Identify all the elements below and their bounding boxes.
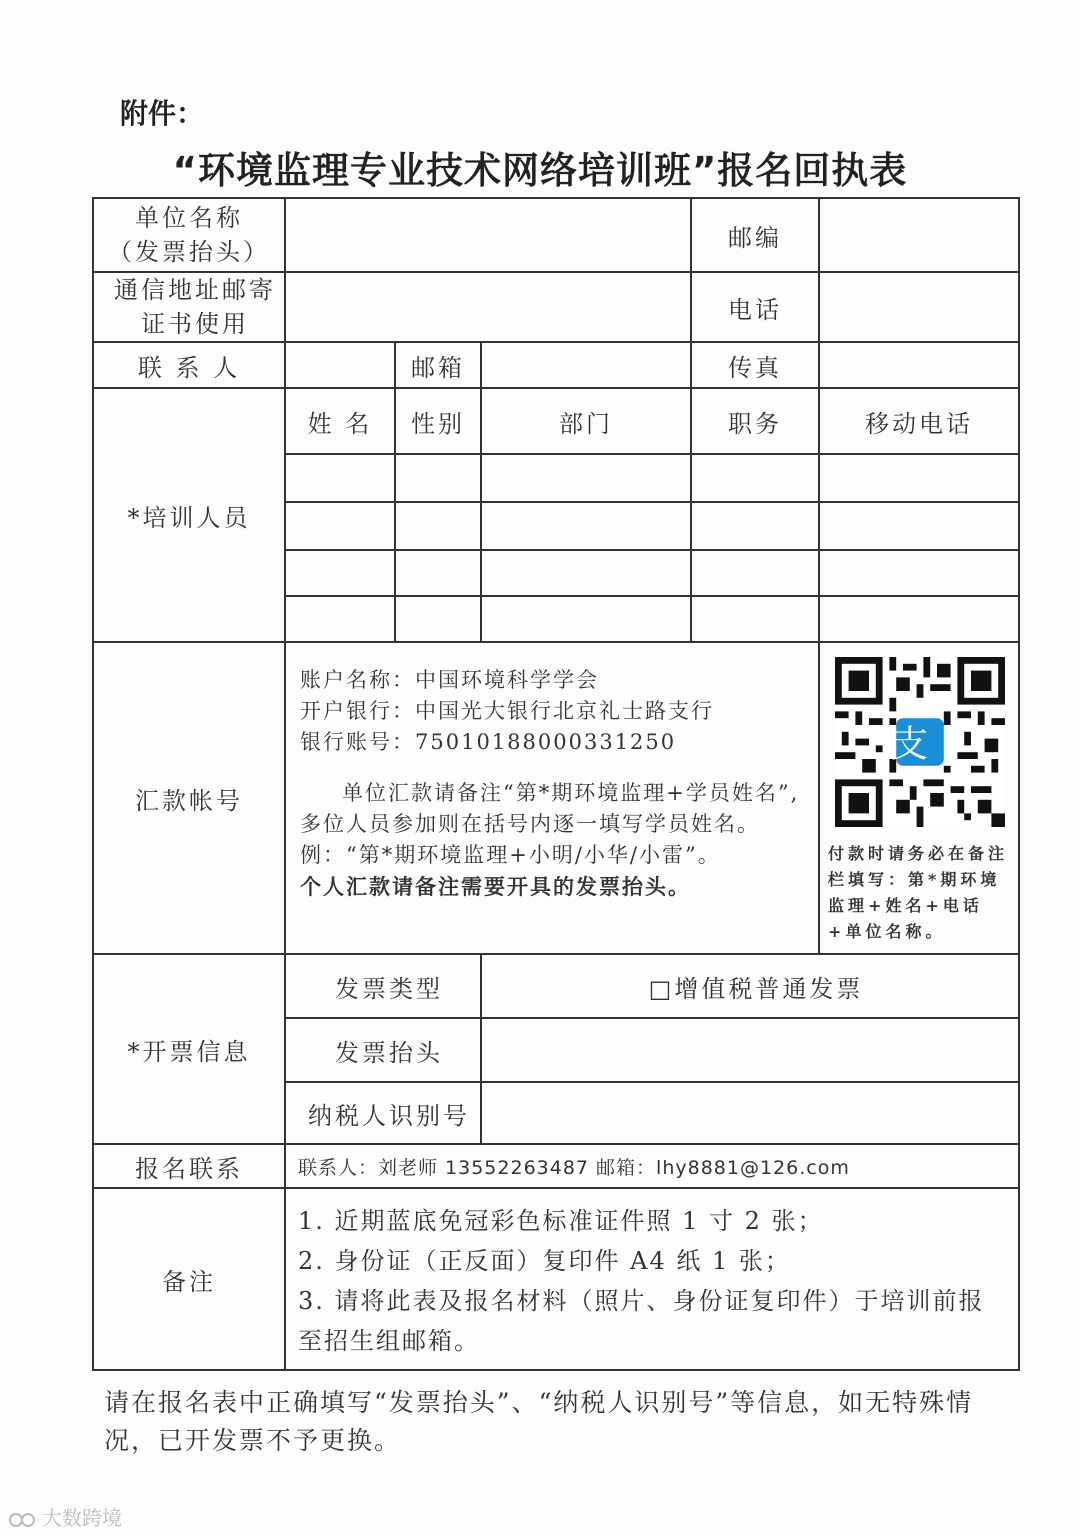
trainee-cell[interactable] [819,454,1019,502]
column-header: 移动电话 [819,388,1019,454]
column-header: 职务 [691,388,819,454]
trainee-cell[interactable] [819,550,1019,596]
remarks-label: 备注 [93,1188,285,1370]
trainee-cell[interactable] [481,596,691,642]
address-label: 通信地址邮寄 证书使用 [93,272,285,342]
remarks-content [285,1188,1019,1370]
registration-contact-label: 报名联系 [93,1144,285,1188]
trainee-cell[interactable] [481,502,691,550]
phone-field[interactable] [819,272,1019,342]
address-field[interactable] [285,272,691,342]
remit-account-label: 汇款帐号 [93,642,285,954]
invoice-info-label: *开票信息 [93,954,285,1144]
registration-form-table [92,197,1020,1371]
qr-cell [819,642,1019,954]
fax-field[interactable] [819,342,1019,388]
footnote: 请在报名表中正确填写“发票抬头”、“纳税人识别号”等信息，如无特殊情况，已开发票不予更换。 [104,1388,974,1455]
postcode-field[interactable] [819,198,1019,272]
trainee-cell[interactable] [395,596,481,642]
trainee-cell[interactable] [691,550,819,596]
trainee-cell[interactable] [481,454,691,502]
qr-note: 付款时请务必在备注栏填写：第*期环境监理+姓名+电话+单位名称。 [828,844,1009,941]
alipay-icon: 支 [891,722,949,766]
trainees-label: *培训人员 [93,388,285,642]
registration-contact-info: 联系人：刘老师 13552263487 邮箱：lhy8881@126.com [285,1144,1019,1188]
trainee-cell[interactable] [395,502,481,550]
page-title: “环境监理专业技术网络培训班”报名回执表 [172,149,908,192]
remark-item: 1. 近期蓝底免冠彩色标准证件照 1 寸 2 张； [298,1207,824,1235]
unit-name-field[interactable] [285,198,691,272]
trainee-cell[interactable] [691,454,819,502]
remark-item: 2. 身份证（正反面）复印件 A4 纸 1 张； [298,1247,791,1275]
attachment-label: 附件： [120,97,205,130]
invoice-title-label: 发票抬头 [285,1018,481,1082]
phone-label: 电话 [691,272,819,342]
alipay-qr-code[interactable] [835,657,1005,827]
trainee-cell[interactable] [819,502,1019,550]
trainee-cell[interactable] [691,502,819,550]
account-number: 银行账号：75010188000331250 [300,730,677,754]
column-header: 部门 [481,388,691,454]
bank-name: 开户银行：中国光大银行北京礼士路支行 [300,699,714,723]
remark-item: 3. 请将此表及报名材料（照片、身份证复印件）于培训前报至招生组邮箱。 [298,1287,985,1355]
watermark-logo-icon [8,1509,38,1531]
email-label: 邮箱 [395,342,481,388]
trainee-cell[interactable] [481,550,691,596]
trainee-cell[interactable] [691,596,819,642]
trainee-cell[interactable] [395,550,481,596]
unit-name-label: 单位名称 （发票抬头） [93,198,285,272]
invoice-type-label: 发票类型 [285,954,481,1018]
trainee-cell[interactable] [819,596,1019,642]
account-name: 账户名称：中国环境科学学会 [300,668,599,692]
contact-person-label: 联 系 人 [93,342,285,388]
fax-label: 传真 [691,342,819,388]
trainee-cell[interactable] [285,502,395,550]
remittance-note: 单位汇款请备注“第*期环境监理+学员姓名”,多位人员参加则在括号内逐一填写学员姓名。例：“第*期环境监理+小明/小华/小雷”。 [300,781,800,867]
contact-person-field[interactable] [285,342,395,388]
column-header: 性别 [395,388,481,454]
trainee-cell[interactable] [285,550,395,596]
remittance-note-bold: 个人汇款请备注需要开具的发票抬头。 [300,874,691,899]
bank-details [285,642,819,954]
invoice-title-field[interactable] [481,1018,1019,1082]
taxpayer-id-label: 纳税人识别号 [285,1082,481,1144]
postcode-label: 邮编 [691,198,819,272]
watermark [8,1502,122,1531]
column-header: 姓 名 [285,388,395,454]
trainee-cell[interactable] [285,596,395,642]
watermark-text: 大数跨境 [42,1506,122,1530]
email-field[interactable] [481,342,691,388]
invoice-type-checkbox[interactable]: □增值税普通发票 [481,954,1019,1018]
trainee-cell[interactable] [395,454,481,502]
trainee-cell[interactable] [285,454,395,502]
taxpayer-id-field[interactable] [481,1082,1019,1144]
